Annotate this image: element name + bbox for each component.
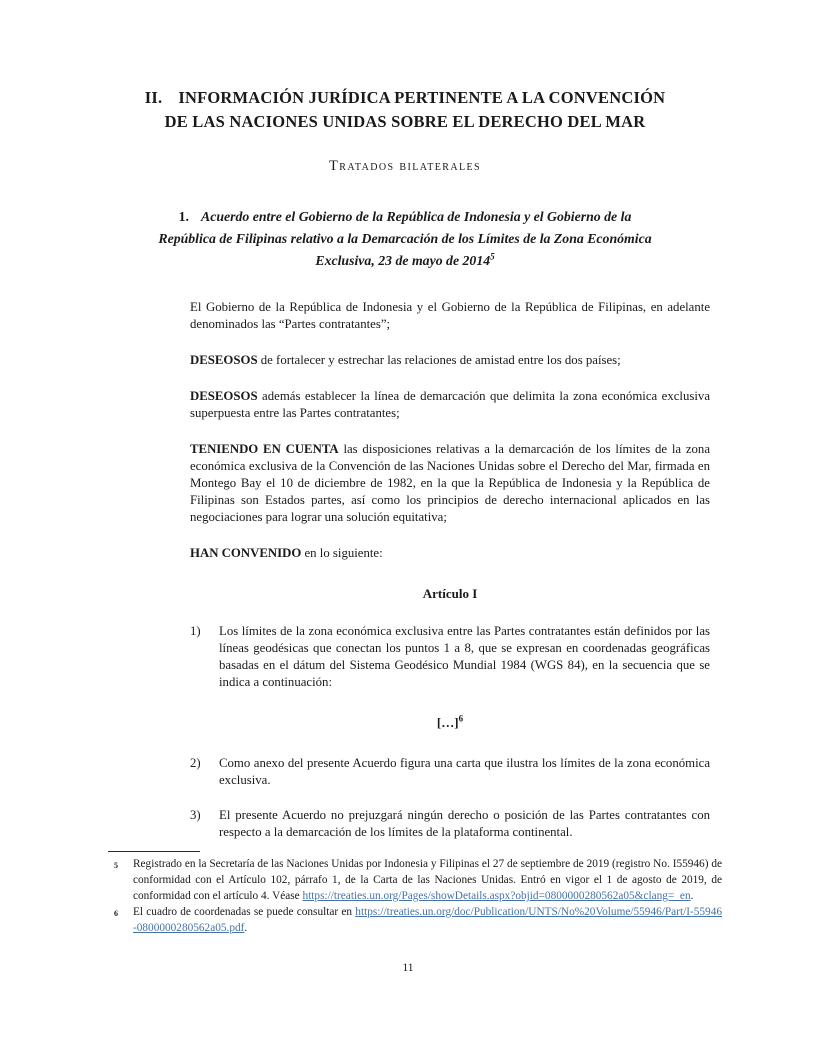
footnote-ref-6: 6 bbox=[458, 713, 464, 724]
footnote-5-link[interactable]: https://treaties.un.org/Pages/showDetails.aspx?objid=0800000280562a05&clang=_en bbox=[302, 889, 691, 902]
footnotes bbox=[100, 851, 722, 937]
list-item-3-number: 3) bbox=[190, 808, 201, 822]
list-item-3-text: El presente Acuerdo no prejuzgará ningún derecho o posición de las Partes contratantes con respecto a la demarcación de los límites de la plataforma continental. bbox=[219, 808, 710, 839]
footnote-6-link[interactable]: https://treaties.un.org/doc/Publication/UNTS/No%20Volume/55946/Part/I-55946-0800000280562a05.pdf bbox=[133, 905, 722, 934]
section-heading-line1 bbox=[100, 86, 710, 110]
treaty-title bbox=[100, 206, 710, 272]
section-number: II. bbox=[144, 88, 163, 107]
treaty-title-line3: Exclusiva, 23 de mayo de 2014$^5$ bbox=[315, 251, 495, 268]
footnote-6-text: El cuadro de coordenadas se puede consultar en bbox=[133, 905, 356, 918]
paragraph-teniendo-en-cuenta: TENIENDO EN CUENTA las disposiciones relativas a la demarcación de los límites de la zona económica exclusiva de la Convención de las Naciones Unidas sobre el Derecho del Mar, firmada en Montego Bay el 10 de diciembre de 1982, en la que la República de Indonesia y la República de Filipinas son Estados partes, así como los principios de derecho internacional aplicados en las negociaciones para lograr una solución equitativa; bbox=[190, 442, 710, 524]
treaty-number: 1. bbox=[178, 209, 189, 224]
treaty-title-line2: República de Filipinas relativo a la Demarcación de los Límites de la Zona Económica bbox=[158, 231, 652, 246]
section-heading-line2: DE LAS NACIONES UNIDAS SOBRE EL DERECHO DEL MAR bbox=[164, 112, 646, 131]
paragraph-han-convenido: HAN CONVENIDO en lo siguiente: bbox=[190, 546, 383, 560]
footnote-5-text: Registrado en la Secretaría de las Naciones Unidas por Indonesia y Filipinas el 27 de septiembre de 2019 (registro No. I55946) de conformidad con el Artículo 102, párrafo 1, de la Carta de las Naciones Unidas. Entró en vigor el 1 de agosto de 2019, de conformidad con el artículo 4. Véase bbox=[133, 858, 722, 902]
section-heading bbox=[100, 86, 710, 134]
footnote-separator bbox=[108, 851, 200, 852]
text-block bbox=[100, 0, 710, 859]
omission-mark: […]$^6$ bbox=[436, 713, 464, 730]
list-item-1-number: 1) bbox=[190, 624, 201, 638]
list-item-1 bbox=[190, 623, 710, 691]
treaty-title-line1: 1. Acuerdo entre el Gobierno de la República de Indonesia y el Gobierno de la bbox=[178, 209, 632, 224]
paragraph-preamble: El Gobierno de la República de Indonesia y el Gobierno de la República de Filipinas, en adelante denominados las “Partes contratantes”; bbox=[190, 300, 710, 331]
page-number: 11 bbox=[402, 962, 414, 974]
treaty-body bbox=[190, 299, 710, 841]
footnote-6-marker: 6 bbox=[114, 908, 118, 918]
list-item-3 bbox=[190, 807, 710, 841]
article-heading: Artículo I bbox=[422, 586, 478, 601]
subsection-kicker: Tratados bilaterales bbox=[329, 158, 481, 174]
list-item-2-text: Como anexo del presente Acuerdo figura una carta que ilustra los límites de la zona económica exclusiva. bbox=[219, 756, 710, 787]
list-item-1-text: Los límites de la zona económica exclusiva entre las Partes contratantes están definidos por las líneas geodésicas que conectan los puntos 1 a 8, que se expresan en coordenadas geográficas basadas en el dátum del Sistema Geodésico Mundial 1984 (WGS 84), en la secuencia que se indica a continuación: bbox=[219, 624, 710, 689]
footnote-5-marker: 5 bbox=[114, 861, 118, 870]
footnote-6: 6 El cuadro de coordenadas se puede consultar en https://treaties.un.org/doc/Publication/UNTS/No%20Volume/55946/Part/I-55946-0800000280562a05.pdf. bbox=[114, 905, 722, 934]
paragraph-deseosos-2: DESEOSOS además establecer la línea de demarcación que delimita la zona económica exclusiva superpuesta entre las Partes contratantes; bbox=[190, 389, 710, 420]
list-item-2 bbox=[190, 755, 710, 789]
paragraph-deseosos-1: DESEOSOS de fortalecer y estrechar las relaciones de amistad entre los dos países; bbox=[190, 353, 621, 367]
footnote-ref-5: 5 bbox=[490, 251, 495, 262]
section-heading-text: INFORMACIÓN JURÍDICA PERTINENTE A LA CONVENCIÓN bbox=[178, 88, 666, 107]
footnote-5: 5 Registrado en la Secretaría de las Naciones Unidas por Indonesia y Filipinas el 27 de septiembre de 2019 (registro No. I55946) de conformidad con el Artículo 102, párrafo 1, de la Carta de las Naciones Unidas. Entró en vigor el 1 de agosto de 2019, de conformidad con el artículo 4. Véase https://treaties.un.org/Pages/showDetails.aspx?objid=0800000280562a05&clang=_en. bbox=[114, 858, 722, 902]
list-item-2-number: 2) bbox=[190, 756, 201, 770]
